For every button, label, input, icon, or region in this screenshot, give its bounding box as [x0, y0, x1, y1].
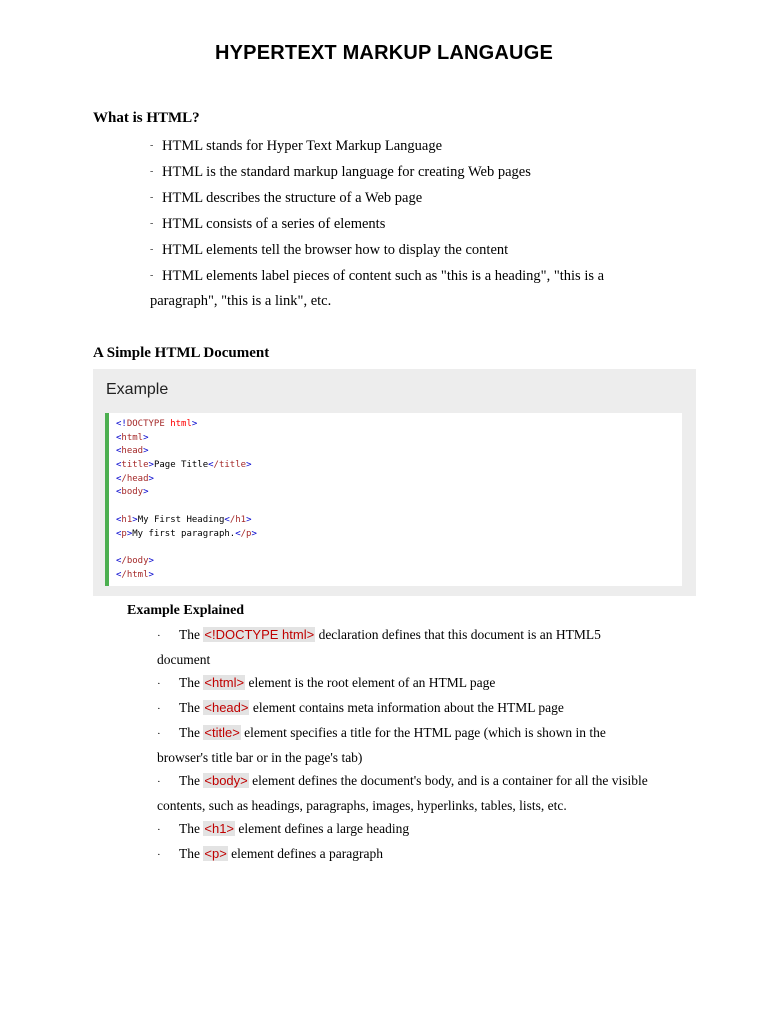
code-line-blank: [116, 500, 682, 514]
code-line: <h1>My First Heading</h1>: [116, 514, 252, 525]
list-item: · The <head> element contains meta information about the HTML page: [157, 696, 682, 721]
inline-code: <head>: [204, 700, 249, 715]
dot-bullet: ·: [157, 824, 161, 836]
code-line: </head>: [116, 473, 154, 484]
list-item: · The <html> element is the root element of an HTML page: [157, 671, 682, 696]
code-line: <html>: [116, 432, 149, 443]
inline-code: <html>: [204, 675, 245, 690]
section-heading-simple-document: A Simple HTML Document: [93, 345, 270, 361]
dot-bullet: ·: [157, 678, 161, 690]
list-item-continuation: contents, such as headings, paragraphs, images, hyperlinks, tables, lists, etc.: [157, 798, 567, 813]
dot-bullet: ·: [157, 728, 161, 740]
inline-code: <!DOCTYPE html>: [204, 627, 315, 642]
dash-bullet: -: [150, 166, 154, 177]
dash-bullet: -: [150, 270, 154, 281]
list-item: · The <!DOCTYPE html> declaration defines that this document is an HTML5: [157, 623, 682, 648]
inline-code: <body>: [204, 773, 248, 788]
inline-code: <p>: [204, 846, 227, 861]
inline-code: <h1>: [204, 821, 235, 836]
list-item-continuation: paragraph", "this is a link", etc.: [150, 293, 332, 309]
dash-bullet: -: [150, 140, 154, 151]
dash-bullet: -: [150, 244, 154, 255]
example-label: Example: [106, 381, 169, 398]
code-line: <body>: [116, 487, 149, 498]
list-item: - HTML describes the structure of a Web page: [150, 185, 650, 211]
list-item-continuation: document: [157, 652, 211, 667]
dot-bullet: ·: [157, 630, 161, 642]
list-item: - HTML elements label pieces of content such as "this is a heading", "this is a: [150, 263, 650, 289]
code-line: </body>: [116, 555, 154, 566]
list-item: - HTML consists of a series of elements: [150, 211, 650, 237]
list-item: · The <p> element defines a paragraph: [157, 842, 682, 867]
code-line: <!DOCTYPE html>: [116, 419, 198, 429]
code-line: <p>My first paragraph.</p>: [116, 528, 257, 539]
list-item: - HTML elements tell the browser how to display the content: [150, 237, 650, 263]
section-heading-what-is-html: What is HTML?: [93, 110, 200, 126]
dash-bullet: -: [150, 192, 154, 203]
code-line: <title>Page Title</title>: [116, 460, 252, 471]
dot-bullet: ·: [157, 703, 161, 715]
list-item: · The <title> element specifies a title for the HTML page (which is shown in the: [157, 721, 682, 746]
code-line-blank: [116, 541, 682, 555]
list-item: · The <body> element defines the document's body, and is a container for all the visible: [157, 769, 682, 794]
what-is-html-list: [150, 133, 650, 314]
section-heading-example-explained: Example Explained: [127, 603, 245, 618]
document-title: HYPERTEXT MARKUP LANGAUGE: [215, 42, 553, 64]
dash-bullet: -: [150, 218, 154, 229]
code-line: <head>: [116, 446, 149, 457]
code-block: [105, 413, 682, 586]
dot-bullet: ·: [157, 849, 161, 861]
dot-bullet: ·: [157, 776, 161, 788]
list-item: · The <h1> element defines a large heading: [157, 817, 682, 842]
code-example-box: [93, 369, 696, 596]
list-item: - HTML stands for Hyper Text Markup Language: [150, 133, 650, 159]
code-line: </html>: [116, 569, 154, 580]
inline-code: <title>: [204, 725, 240, 740]
example-explained-list: [157, 623, 682, 867]
list-item-continuation: browser's title bar or in the page's tab): [157, 750, 363, 765]
list-item: - HTML is the standard markup language for creating Web pages: [150, 159, 650, 185]
